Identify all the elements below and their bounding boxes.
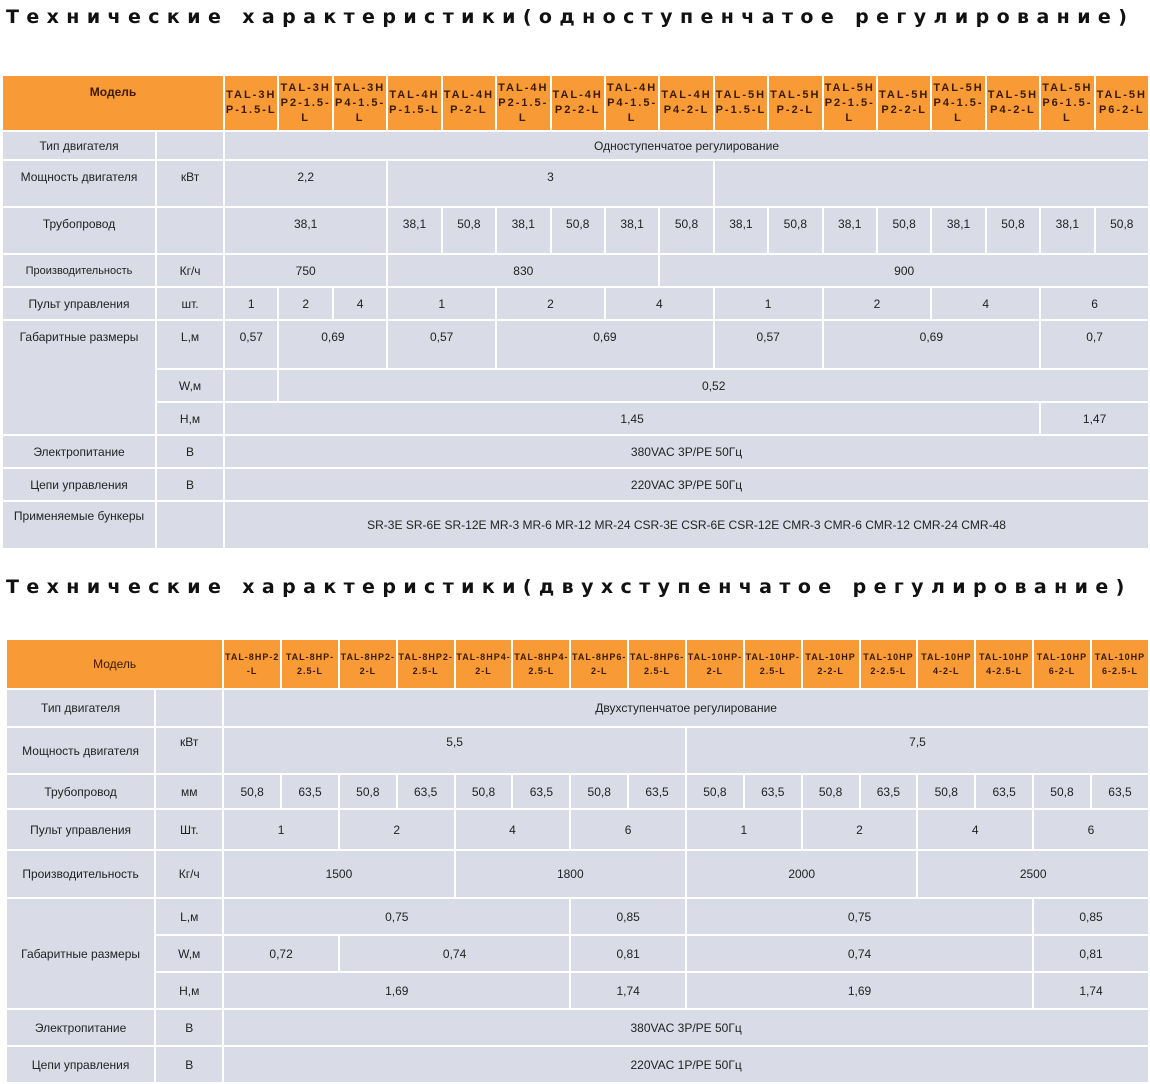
unit-cell: В — [157, 436, 223, 467]
value-cell: SR-3E SR-6E SR-12E MR-3 MR-6 MR-12 MR-24 CSR-3E CSR-6E CSR-12E CMR-3 CMR-6 CMR-12 CMR-24 CMR-48 — [225, 502, 1148, 548]
value-cell: 50,8 — [687, 775, 743, 808]
unit-cell — [157, 502, 223, 548]
value-cell: 6 — [571, 810, 685, 849]
dimensions-w-row — [3, 370, 1148, 401]
value-cell: 4 — [456, 810, 570, 849]
value-cell: 0,69 — [279, 321, 386, 368]
model-cell: TAL-5HP-1.5-L — [715, 76, 767, 130]
capacity-row — [7, 851, 1148, 897]
unit-cell: Кг/ч — [157, 255, 223, 286]
motor-type-row — [3, 132, 1148, 159]
value-cell: 38,1 — [824, 208, 876, 253]
model-cell: TAL-5HP2-1.5-L — [824, 76, 876, 130]
row-label: Габаритные размеры — [3, 321, 155, 434]
model-cell: TAL-3HP4-1.5-L — [334, 76, 386, 130]
value-cell: 0,57 — [715, 321, 822, 368]
value-cell: 1500 — [224, 851, 453, 897]
value-cell: 38,1 — [225, 208, 386, 253]
value-cell: 50,8 — [660, 208, 712, 253]
value-cell: 2,2 — [225, 161, 386, 206]
unit-cell: L,м — [156, 899, 222, 934]
value-cell: 63,5 — [1092, 775, 1148, 808]
value-cell: 50,8 — [1096, 208, 1148, 253]
model-cell: TAL-4HP2-1.5-L — [497, 76, 549, 130]
value-cell: 2 — [497, 288, 604, 319]
value-cell — [715, 161, 1148, 206]
value-cell: 63,5 — [282, 775, 338, 808]
power-supply-row — [3, 436, 1148, 467]
value-cell: 50,8 — [224, 775, 280, 808]
model-header-row — [7, 640, 1148, 688]
value-cell: 2000 — [687, 851, 916, 897]
value-cell: 0,7 — [1041, 321, 1148, 368]
dimensions-l-row — [7, 899, 1148, 934]
model-cell: TAL-4HP-2-L — [443, 76, 495, 130]
model-cell: TAL-10HP-2-L — [687, 640, 743, 688]
model-cell: TAL-5HP-2-L — [769, 76, 821, 130]
value-cell: 380VAC 3P/PE 50Гц — [224, 1010, 1148, 1045]
hoppers-row — [3, 502, 1148, 548]
value-cell: 0,81 — [1034, 936, 1148, 971]
unit-cell: В — [156, 1010, 222, 1045]
model-header-label: Модель — [7, 640, 222, 688]
unit-cell: В — [157, 469, 223, 500]
row-label: Тип двигателя — [3, 132, 155, 159]
row-label: Производительность — [3, 255, 155, 286]
value-cell: Двухступенчатое регулирование — [224, 690, 1148, 726]
value-cell: 2 — [340, 810, 454, 849]
dimensions-l-row — [3, 321, 1148, 368]
model-cell: TAL-4HP-1.5-L — [388, 76, 440, 130]
value-cell: 1 — [225, 288, 277, 319]
value-cell: 50,8 — [918, 775, 974, 808]
row-label: Электропитание — [3, 436, 155, 467]
unit-cell: В — [156, 1047, 222, 1082]
model-cell: TAL-5HP4-1.5-L — [932, 76, 984, 130]
value-cell: 4 — [334, 288, 386, 319]
value-cell: 1,74 — [1034, 973, 1148, 1008]
value-cell: 6 — [1041, 288, 1148, 319]
model-cell: TAL-10HP2-2.5-L — [861, 640, 917, 688]
value-cell: 5,5 — [224, 728, 685, 773]
value-cell: 50,8 — [443, 208, 495, 253]
value-cell: 0,52 — [279, 370, 1148, 401]
value-cell: 50,8 — [456, 775, 512, 808]
model-header-row — [3, 76, 1148, 130]
model-cell: TAL-8HP2-2.5-L — [398, 640, 454, 688]
value-cell: 50,8 — [571, 775, 627, 808]
row-label: Производительность — [7, 851, 154, 897]
value-cell: 63,5 — [513, 775, 569, 808]
value-cell: 4 — [918, 810, 1032, 849]
dimensions-w-row — [7, 936, 1148, 971]
value-cell: 0,72 — [224, 936, 338, 971]
value-cell: 50,8 — [340, 775, 396, 808]
value-cell: 2500 — [918, 851, 1148, 897]
capacity-row — [3, 255, 1148, 286]
value-cell: 1,69 — [687, 973, 1032, 1008]
model-cell: TAL-3HP2-1.5-L — [279, 76, 331, 130]
value-cell: 38,1 — [388, 208, 440, 253]
model-cell: TAL-5HP6-1.5-L — [1041, 76, 1093, 130]
unit-cell: кВт — [157, 161, 223, 206]
value-cell: 750 — [225, 255, 386, 286]
single-stage-spec-table — [1, 74, 1150, 550]
row-label: Цепи управления — [7, 1047, 154, 1082]
value-cell: 380VAC 3P/PE 50Гц — [225, 436, 1148, 467]
row-label: Трубопровод — [3, 208, 155, 253]
value-cell: 3 — [388, 161, 712, 206]
value-cell: 0,81 — [571, 936, 685, 971]
model-cell: TAL-8HP-2.5-L — [282, 640, 338, 688]
model-cell: TAL-10HP4-2-L — [918, 640, 974, 688]
model-cell: TAL-5HP6-2-L — [1096, 76, 1148, 130]
unit-cell: Кг/ч — [156, 851, 222, 897]
value-cell: 0,75 — [224, 899, 569, 934]
value-cell: 0,57 — [388, 321, 495, 368]
value-cell: 50,8 — [878, 208, 930, 253]
value-cell: 38,1 — [606, 208, 658, 253]
value-cell: 0,85 — [571, 899, 685, 934]
value-cell: 50,8 — [987, 208, 1039, 253]
value-cell: 63,5 — [745, 775, 801, 808]
model-cell: TAL-10HP6-2-L — [1034, 640, 1090, 688]
row-label: Цепи управления — [3, 469, 155, 500]
row-label: Электропитание — [7, 1010, 154, 1045]
unit-cell — [157, 208, 223, 253]
model-cell: TAL-4HP4-2-L — [660, 76, 712, 130]
model-cell: TAL-8HP4-2.5-L — [513, 640, 569, 688]
row-label: Тип двигателя — [7, 690, 154, 726]
power-supply-row — [7, 1010, 1148, 1045]
value-cell: 0,69 — [824, 321, 1040, 368]
value-cell: 50,8 — [769, 208, 821, 253]
model-cell: TAL-10HP2-2-L — [803, 640, 859, 688]
value-cell: 38,1 — [1041, 208, 1093, 253]
value-cell: 1,47 — [1041, 403, 1148, 434]
value-cell: 1 — [687, 810, 801, 849]
double-stage-spec-table — [5, 638, 1150, 1084]
value-cell: 2 — [824, 288, 931, 319]
value-cell: 220VAC 3P/PE 50Гц — [225, 469, 1148, 500]
unit-cell: кВт — [156, 728, 222, 773]
value-cell: 4 — [932, 288, 1039, 319]
value-cell: 2 — [279, 288, 331, 319]
control-circuit-row — [7, 1047, 1148, 1082]
row-label: Мощность двигателя — [3, 161, 155, 206]
row-label: Пульт управления — [3, 288, 155, 319]
row-label: Мощность двигателя — [7, 728, 154, 773]
value-cell: 1 — [224, 810, 338, 849]
value-cell: 7,5 — [687, 728, 1148, 773]
model-cell: TAL-4HP2-2-L — [552, 76, 604, 130]
value-cell: 0,57 — [225, 321, 277, 368]
unit-cell: W,м — [156, 936, 222, 971]
value-cell: 50,8 — [803, 775, 859, 808]
unit-cell: Шт. — [156, 810, 222, 849]
value-cell: 38,1 — [715, 208, 767, 253]
model-cell: TAL-8HP2-2-L — [340, 640, 396, 688]
panel-row — [7, 810, 1148, 849]
model-cell: TAL-8HP4-2-L — [456, 640, 512, 688]
value-cell: 38,1 — [497, 208, 549, 253]
unit-cell — [157, 132, 223, 159]
double-stage-title: Технические характеристики(двухступенчатое регулирование) — [6, 576, 1132, 598]
value-cell: 1,45 — [225, 403, 1039, 434]
model-cell: TAL-8HP6-2-L — [571, 640, 627, 688]
value-cell: 38,1 — [932, 208, 984, 253]
row-label: Применяемые бункеры — [3, 502, 155, 548]
unit-cell: шт. — [157, 288, 223, 319]
model-cell: TAL-5HP2-2-L — [878, 76, 930, 130]
value-cell: 1 — [715, 288, 822, 319]
value-cell: 1800 — [456, 851, 685, 897]
dimensions-h-row — [7, 973, 1148, 1008]
model-cell: TAL-8HP6-2.5-L — [629, 640, 685, 688]
power-row — [3, 161, 1148, 206]
value-cell: 50,8 — [1034, 775, 1090, 808]
dimensions-h-row — [3, 403, 1148, 434]
power-row — [7, 728, 1148, 773]
value-cell: 2 — [803, 810, 917, 849]
value-cell: 63,5 — [629, 775, 685, 808]
unit-cell: H,м — [157, 403, 223, 434]
value-cell: 0,69 — [497, 321, 713, 368]
value-cell: 1,69 — [224, 973, 569, 1008]
model-cell: TAL-10HP4-2.5-L — [976, 640, 1032, 688]
value-cell: 1,74 — [571, 973, 685, 1008]
value-cell: 63,5 — [398, 775, 454, 808]
unit-cell: мм — [156, 775, 222, 808]
value-cell: 0,75 — [687, 899, 1032, 934]
value-cell: 0,85 — [1034, 899, 1148, 934]
value-cell: 1 — [388, 288, 495, 319]
control-circuit-row — [3, 469, 1148, 500]
value-cell: Одноступенчатое регулирование — [225, 132, 1148, 159]
row-label: Габаритные размеры — [7, 899, 154, 1008]
unit-cell: H,м — [156, 973, 222, 1008]
value-cell: 6 — [1034, 810, 1148, 849]
motor-type-row — [7, 690, 1148, 726]
value-cell: 0,74 — [340, 936, 569, 971]
value-cell: 63,5 — [861, 775, 917, 808]
pipe-row — [3, 208, 1148, 253]
model-cell: TAL-10HP6-2.5-L — [1092, 640, 1148, 688]
pipe-row — [7, 775, 1148, 808]
unit-cell: L,м — [157, 321, 223, 368]
panel-row — [3, 288, 1148, 319]
model-header-label: Модель — [3, 76, 223, 130]
model-cell: TAL-3HP-1.5-L — [225, 76, 277, 130]
value-cell: 900 — [660, 255, 1148, 286]
model-cell: TAL-5HP4-2-L — [987, 76, 1039, 130]
single-stage-title: Технические характеристики(одноступенчатое регулирование) — [6, 6, 1135, 28]
model-cell: TAL-8HP-2-L — [224, 640, 280, 688]
value-cell — [225, 370, 277, 401]
model-cell: TAL-4HP4-1.5-L — [606, 76, 658, 130]
unit-cell — [156, 690, 222, 726]
value-cell: 220VAC 1P/PE 50Гц — [224, 1047, 1148, 1082]
model-cell: TAL-10HP-2.5-L — [745, 640, 801, 688]
value-cell: 50,8 — [552, 208, 604, 253]
value-cell: 0,74 — [687, 936, 1032, 971]
value-cell: 830 — [388, 255, 658, 286]
row-label: Пульт управления — [7, 810, 154, 849]
value-cell: 63,5 — [976, 775, 1032, 808]
row-label: Трубопровод — [7, 775, 154, 808]
unit-cell: W,м — [157, 370, 223, 401]
value-cell: 4 — [606, 288, 713, 319]
